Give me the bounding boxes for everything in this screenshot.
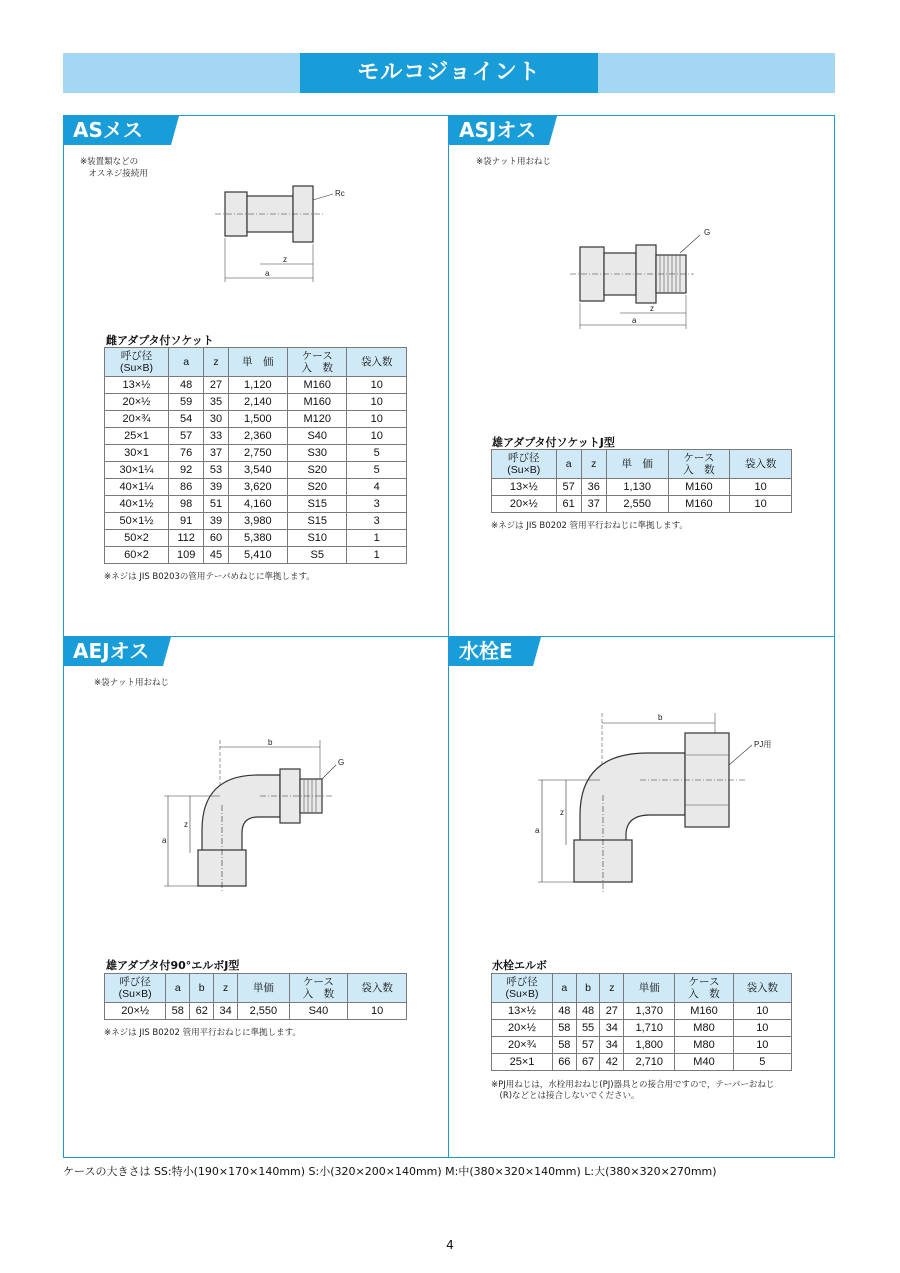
table-cell: 50×2 bbox=[105, 530, 169, 547]
table-cell: 61 bbox=[556, 496, 581, 513]
table-header: a bbox=[168, 348, 203, 377]
table-header: b bbox=[190, 974, 214, 1003]
table-cell: 3 bbox=[347, 496, 407, 513]
table-header: 袋入数 bbox=[348, 974, 407, 1003]
table-cell: 27 bbox=[204, 377, 228, 394]
table-cell: 5,410 bbox=[228, 547, 287, 564]
table-header: 単価 bbox=[624, 974, 675, 1003]
table-cell: 10 bbox=[730, 479, 792, 496]
table-cell: 1,370 bbox=[624, 1003, 675, 1020]
table-cell: 10 bbox=[348, 1003, 407, 1020]
case-size-note: ケースの大きさは SS:特小(190×170×140mm) S:小(320×200×140mm) M:中(380×320×140mm) L:大(380×320×270mm) bbox=[63, 1165, 717, 1178]
spec-table-as-mesu bbox=[104, 347, 407, 564]
table-cell: 66 bbox=[552, 1054, 576, 1071]
table-cell: 91 bbox=[168, 513, 203, 530]
table-header: ケース 入 数 bbox=[675, 974, 733, 1003]
table-cell: M80 bbox=[675, 1020, 733, 1037]
table-cell: 48 bbox=[576, 1003, 600, 1020]
table-cell: 48 bbox=[552, 1003, 576, 1020]
table-cell: 13×½ bbox=[105, 377, 169, 394]
table-cell: 10 bbox=[347, 377, 407, 394]
table-cell: 57 bbox=[168, 428, 203, 445]
table-cell: 10 bbox=[347, 428, 407, 445]
table-header: 呼び径 (Su×B) bbox=[105, 974, 166, 1003]
table-row bbox=[492, 479, 792, 496]
table-cell: 5 bbox=[347, 445, 407, 462]
table-row bbox=[105, 547, 407, 564]
label-a: a bbox=[162, 836, 167, 845]
table-header: z bbox=[581, 450, 606, 479]
section-title-aej-osu: AEJオス bbox=[63, 637, 163, 666]
table-cell: 37 bbox=[204, 445, 228, 462]
table-cell: 10 bbox=[733, 1003, 791, 1020]
table-row bbox=[492, 496, 792, 513]
table-cell: 60×2 bbox=[105, 547, 169, 564]
table-cell: 5 bbox=[733, 1054, 791, 1071]
table-cell: M40 bbox=[675, 1054, 733, 1071]
diagram-aej-osu bbox=[160, 735, 360, 895]
table-cell: 57 bbox=[556, 479, 581, 496]
label-z: z bbox=[560, 808, 564, 817]
table-cell: S20 bbox=[288, 462, 347, 479]
label-a: a bbox=[265, 269, 270, 278]
table-cell: 3,620 bbox=[228, 479, 287, 496]
table-cell: 20×½ bbox=[105, 394, 169, 411]
table-cell: 10 bbox=[733, 1037, 791, 1054]
table-cell: 34 bbox=[600, 1020, 624, 1037]
table-row bbox=[105, 411, 407, 428]
table-cell: 58 bbox=[552, 1037, 576, 1054]
table-cell: 20×½ bbox=[105, 1003, 166, 1020]
table-cell: 1 bbox=[347, 530, 407, 547]
table-header: ケース 入 数 bbox=[288, 348, 347, 377]
table-cell: M160 bbox=[668, 479, 730, 496]
table-row bbox=[105, 530, 407, 547]
table-row bbox=[492, 1003, 792, 1020]
table-cell: 4 bbox=[347, 479, 407, 496]
table-row bbox=[492, 1020, 792, 1037]
spec-table-aej-osu bbox=[104, 973, 407, 1020]
table-cell: 20×½ bbox=[492, 496, 557, 513]
table-row bbox=[105, 462, 407, 479]
page-number: 4 bbox=[446, 1238, 454, 1252]
note-asj-osu: ※袋ナット用おねじ bbox=[476, 157, 551, 167]
table-cell: 1,500 bbox=[228, 411, 287, 428]
table-cell: 1,120 bbox=[228, 377, 287, 394]
section-title-as-mesu: ASメス bbox=[63, 116, 171, 145]
section-title-suisen-e: 水栓E bbox=[449, 637, 533, 666]
table-cell: 37 bbox=[581, 496, 606, 513]
table-cell: 5 bbox=[347, 462, 407, 479]
table-cell: 30 bbox=[204, 411, 228, 428]
table-cell: 20×¾ bbox=[105, 411, 169, 428]
table-row bbox=[492, 1037, 792, 1054]
table-row bbox=[492, 1054, 792, 1071]
table-cell: 51 bbox=[204, 496, 228, 513]
label-z: z bbox=[283, 255, 287, 264]
table-row bbox=[105, 377, 407, 394]
footnote-suisen-e: ※PJ用ねじは，水栓用おねじ(PJ)器具との接合用ですので，テーパーおねじ (R)などとは接合しないでください。 bbox=[491, 1080, 775, 1101]
table-header: 袋入数 bbox=[347, 348, 407, 377]
label-a: a bbox=[632, 316, 637, 325]
table-cell: 40×1½ bbox=[105, 496, 169, 513]
table-header: z bbox=[204, 348, 228, 377]
table-cell: 1,800 bbox=[624, 1037, 675, 1054]
table-cell: 33 bbox=[204, 428, 228, 445]
table-cell: 1,130 bbox=[606, 479, 668, 496]
table-cell: 25×1 bbox=[105, 428, 169, 445]
table-cell: 2,750 bbox=[228, 445, 287, 462]
table-header: 呼び径 (Su×B) bbox=[492, 974, 553, 1003]
table-cell: 67 bbox=[576, 1054, 600, 1071]
table-cell: 109 bbox=[168, 547, 203, 564]
table-cell: 58 bbox=[166, 1003, 190, 1020]
table-row bbox=[105, 428, 407, 445]
table-cell: 5,380 bbox=[228, 530, 287, 547]
table-cell: S10 bbox=[288, 530, 347, 547]
table-cell: 3 bbox=[347, 513, 407, 530]
label-g: G bbox=[704, 228, 711, 237]
table-cell: 4,160 bbox=[228, 496, 287, 513]
table-cell: 59 bbox=[168, 394, 203, 411]
table-row bbox=[105, 445, 407, 462]
table-cell: 39 bbox=[204, 513, 228, 530]
table-cell: 39 bbox=[204, 479, 228, 496]
label-z: z bbox=[184, 820, 188, 829]
table-cell: 25×1 bbox=[492, 1054, 553, 1071]
table-cell: 40×1¼ bbox=[105, 479, 169, 496]
label-rc: Rc bbox=[335, 189, 345, 198]
table-cell: 30×1 bbox=[105, 445, 169, 462]
table-cell: 55 bbox=[576, 1020, 600, 1037]
table-cell: M80 bbox=[675, 1037, 733, 1054]
table-cell: 50×1½ bbox=[105, 513, 169, 530]
table-cell: M160 bbox=[675, 1003, 733, 1020]
table-cell: 58 bbox=[552, 1020, 576, 1037]
table-cell: S40 bbox=[288, 428, 347, 445]
footnote-as-mesu: ※ネジは JIS B0203の管用テーパめねじに準拠します。 bbox=[104, 572, 315, 582]
footnote-aej-osu: ※ネジは JIS B0202 管用平行おねじに準拠します。 bbox=[104, 1028, 301, 1038]
table-header: 単 価 bbox=[606, 450, 668, 479]
table-cell: 3,540 bbox=[228, 462, 287, 479]
table-cell: 57 bbox=[576, 1037, 600, 1054]
table-cell: 2,550 bbox=[238, 1003, 290, 1020]
table-row bbox=[105, 496, 407, 513]
table-cell: 13×½ bbox=[492, 479, 557, 496]
table-cell: 92 bbox=[168, 462, 203, 479]
table-cell: S15 bbox=[288, 496, 347, 513]
table-cell: 86 bbox=[168, 479, 203, 496]
table-row bbox=[105, 1003, 407, 1020]
table-header: a bbox=[166, 974, 190, 1003]
table-cell: 48 bbox=[168, 377, 203, 394]
table-cell: 34 bbox=[214, 1003, 238, 1020]
table-cell: S30 bbox=[288, 445, 347, 462]
table-header: ケース 入 数 bbox=[668, 450, 730, 479]
table-cell: 60 bbox=[204, 530, 228, 547]
table-cell: 30×1¼ bbox=[105, 462, 169, 479]
table-title-suisen-e: 水栓エルボ bbox=[492, 959, 547, 972]
table-cell: 98 bbox=[168, 496, 203, 513]
table-cell: M160 bbox=[668, 496, 730, 513]
label-z: z bbox=[650, 304, 654, 313]
table-cell: 27 bbox=[600, 1003, 624, 1020]
spec-table-suisen-e bbox=[491, 973, 792, 1071]
label-b: b bbox=[658, 713, 663, 722]
note-as-mesu: ※装置類などの オスネジ接続用 bbox=[80, 157, 148, 179]
table-cell: 112 bbox=[168, 530, 203, 547]
section-title-asj-osu: ASJオス bbox=[449, 116, 549, 145]
table-header: 袋入数 bbox=[730, 450, 792, 479]
table-header: 単価 bbox=[238, 974, 290, 1003]
table-header: z bbox=[214, 974, 238, 1003]
table-header: z bbox=[600, 974, 624, 1003]
table-row bbox=[105, 513, 407, 530]
table-cell: 10 bbox=[733, 1020, 791, 1037]
table-header: a bbox=[556, 450, 581, 479]
note-aej-osu: ※袋ナット用おねじ bbox=[94, 678, 169, 688]
table-header: 単 価 bbox=[228, 348, 287, 377]
table-cell: 10 bbox=[347, 394, 407, 411]
diagram-as-mesu bbox=[215, 180, 365, 290]
table-title-asj-osu: 雄アダプタ付ソケットJ型 bbox=[492, 436, 615, 449]
table-cell: 2,710 bbox=[624, 1054, 675, 1071]
table-cell: 1,710 bbox=[624, 1020, 675, 1037]
table-header: b bbox=[576, 974, 600, 1003]
table-cell: 35 bbox=[204, 394, 228, 411]
table-cell: S40 bbox=[289, 1003, 348, 1020]
table-header: ケース 入 数 bbox=[289, 974, 348, 1003]
table-cell: M120 bbox=[288, 411, 347, 428]
table-cell: 10 bbox=[347, 411, 407, 428]
table-header: 袋入数 bbox=[733, 974, 791, 1003]
spec-table-asj-osu bbox=[491, 449, 792, 513]
table-header: 呼び径 (Su×B) bbox=[105, 348, 169, 377]
table-cell: 2,140 bbox=[228, 394, 287, 411]
table-cell: S15 bbox=[288, 513, 347, 530]
table-cell: 20×½ bbox=[492, 1020, 553, 1037]
label-a: a bbox=[535, 826, 540, 835]
table-title-aej-osu: 雄アダプタ付90°エルボJ型 bbox=[106, 959, 240, 972]
table-cell: 62 bbox=[190, 1003, 214, 1020]
table-cell: S5 bbox=[288, 547, 347, 564]
table-cell: 53 bbox=[204, 462, 228, 479]
table-cell: 42 bbox=[600, 1054, 624, 1071]
table-row bbox=[105, 479, 407, 496]
table-row bbox=[105, 394, 407, 411]
table-cell: 1 bbox=[347, 547, 407, 564]
table-header: 呼び径 (Su×B) bbox=[492, 450, 557, 479]
label-pj: PJ用 bbox=[754, 740, 772, 749]
table-cell: 13×½ bbox=[492, 1003, 553, 1020]
table-cell: S20 bbox=[288, 479, 347, 496]
diagram-suisen-e bbox=[530, 705, 800, 895]
page-title: モルコジョイント bbox=[300, 53, 598, 93]
footnote-asj-osu: ※ネジは JIS B0202 管用平行おねじに準拠します。 bbox=[491, 521, 688, 531]
table-cell: 34 bbox=[600, 1037, 624, 1054]
table-cell: 2,360 bbox=[228, 428, 287, 445]
table-cell: 36 bbox=[581, 479, 606, 496]
table-title-as-mesu: 雌アダプタ付ソケット bbox=[106, 334, 214, 347]
table-cell: 10 bbox=[730, 496, 792, 513]
table-cell: 20×¾ bbox=[492, 1037, 553, 1054]
table-cell: 2,550 bbox=[606, 496, 668, 513]
table-header: a bbox=[552, 974, 576, 1003]
label-g: G bbox=[338, 758, 345, 767]
diagram-asj-osu bbox=[570, 225, 720, 335]
table-cell: M160 bbox=[288, 394, 347, 411]
table-cell: 3,980 bbox=[228, 513, 287, 530]
label-b: b bbox=[268, 738, 273, 747]
table-cell: M160 bbox=[288, 377, 347, 394]
table-cell: 45 bbox=[204, 547, 228, 564]
table-cell: 76 bbox=[168, 445, 203, 462]
table-cell: 54 bbox=[168, 411, 203, 428]
